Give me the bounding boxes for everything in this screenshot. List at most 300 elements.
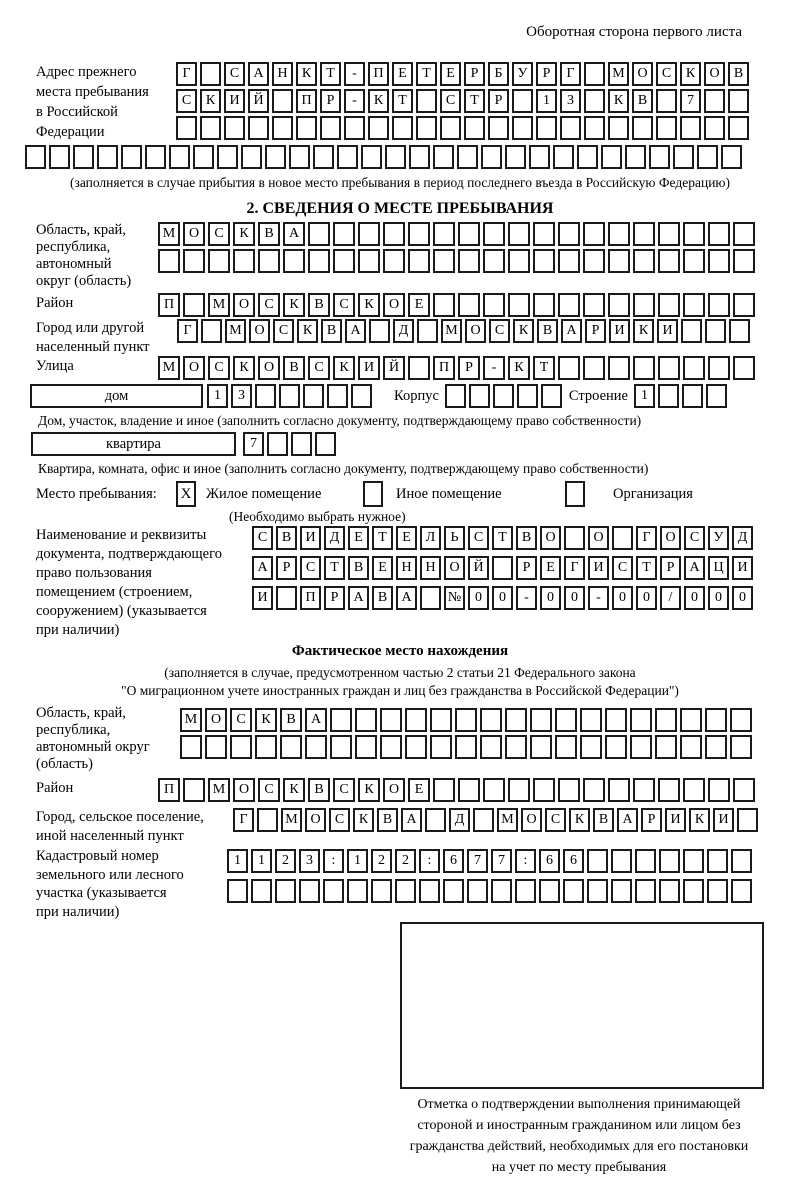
- char-cell[interactable]: [369, 319, 390, 343]
- char-cell[interactable]: К: [680, 62, 701, 86]
- char-cell[interactable]: [580, 708, 602, 732]
- char-cell[interactable]: Т: [372, 526, 393, 550]
- char-cell[interactable]: Г: [233, 808, 254, 832]
- char-cell[interactable]: [333, 222, 355, 246]
- char-cell[interactable]: [121, 145, 142, 169]
- char-cell[interactable]: 2: [371, 849, 392, 873]
- char-cell[interactable]: [541, 384, 562, 408]
- char-cell[interactable]: [587, 879, 608, 903]
- char-cell[interactable]: [611, 879, 632, 903]
- char-cell[interactable]: [230, 735, 252, 759]
- char-cell[interactable]: 0: [564, 586, 585, 610]
- char-cell[interactable]: [708, 249, 730, 273]
- char-cell[interactable]: Р: [660, 556, 681, 580]
- char-cell[interactable]: Е: [348, 526, 369, 550]
- char-cell[interactable]: [333, 249, 355, 273]
- char-cell[interactable]: [255, 735, 277, 759]
- char-cell[interactable]: А: [305, 708, 327, 732]
- char-cell[interactable]: С: [230, 708, 252, 732]
- char-cell[interactable]: [419, 879, 440, 903]
- char-cell[interactable]: [680, 735, 702, 759]
- char-cell[interactable]: 1: [536, 89, 557, 113]
- char-cell[interactable]: Р: [488, 89, 509, 113]
- char-cell[interactable]: М: [180, 708, 202, 732]
- char-cell[interactable]: [697, 145, 718, 169]
- char-cell[interactable]: С: [468, 526, 489, 550]
- char-cell[interactable]: Т: [464, 89, 485, 113]
- char-cell[interactable]: М: [208, 293, 230, 317]
- char-cell[interactable]: [683, 879, 704, 903]
- char-cell[interactable]: А: [617, 808, 638, 832]
- char-cell[interactable]: О: [660, 526, 681, 550]
- char-cell[interactable]: С: [684, 526, 705, 550]
- char-cell[interactable]: [731, 879, 752, 903]
- char-cell[interactable]: Р: [516, 556, 537, 580]
- char-cell[interactable]: :: [323, 849, 344, 873]
- char-cell[interactable]: [633, 222, 655, 246]
- char-cell[interactable]: С: [329, 808, 350, 832]
- char-cell[interactable]: [512, 116, 533, 140]
- char-cell[interactable]: А: [684, 556, 705, 580]
- char-cell[interactable]: -: [588, 586, 609, 610]
- char-cell[interactable]: В: [348, 556, 369, 580]
- char-cell[interactable]: [708, 778, 730, 802]
- char-cell[interactable]: 0: [636, 586, 657, 610]
- char-cell[interactable]: [405, 708, 427, 732]
- char-cell[interactable]: 1: [207, 384, 228, 408]
- char-cell[interactable]: С: [224, 62, 245, 86]
- char-cell[interactable]: [265, 145, 286, 169]
- char-cell[interactable]: В: [372, 586, 393, 610]
- char-cell[interactable]: М: [158, 222, 180, 246]
- char-cell[interactable]: Н: [420, 556, 441, 580]
- char-cell[interactable]: 1: [634, 384, 655, 408]
- char-cell[interactable]: [251, 879, 272, 903]
- char-cell[interactable]: [584, 89, 605, 113]
- char-cell[interactable]: Е: [408, 778, 430, 802]
- char-cell[interactable]: [455, 735, 477, 759]
- char-cell[interactable]: [655, 708, 677, 732]
- char-cell[interactable]: Д: [732, 526, 753, 550]
- char-cell[interactable]: [705, 708, 727, 732]
- char-cell[interactable]: [305, 735, 327, 759]
- char-cell[interactable]: К: [283, 778, 305, 802]
- char-cell[interactable]: 0: [708, 586, 729, 610]
- char-cell[interactable]: Й: [468, 556, 489, 580]
- char-cell[interactable]: [659, 879, 680, 903]
- char-cell[interactable]: [315, 432, 336, 456]
- char-cell[interactable]: [289, 145, 310, 169]
- char-cell[interactable]: С: [252, 526, 273, 550]
- char-cell[interactable]: [708, 356, 730, 380]
- char-cell[interactable]: [416, 89, 437, 113]
- char-cell[interactable]: [483, 249, 505, 273]
- char-cell[interactable]: [458, 222, 480, 246]
- char-cell[interactable]: [533, 249, 555, 273]
- char-cell[interactable]: [208, 249, 230, 273]
- char-cell[interactable]: Р: [458, 356, 480, 380]
- char-cell[interactable]: М: [281, 808, 302, 832]
- char-cell[interactable]: К: [233, 222, 255, 246]
- char-cell[interactable]: [737, 808, 758, 832]
- char-cell[interactable]: [380, 735, 402, 759]
- char-cell[interactable]: [241, 145, 262, 169]
- char-cell[interactable]: [291, 432, 312, 456]
- char-cell[interactable]: [275, 879, 296, 903]
- char-cell[interactable]: М: [158, 356, 180, 380]
- char-cell[interactable]: К: [333, 356, 355, 380]
- char-cell[interactable]: [430, 735, 452, 759]
- char-cell[interactable]: С: [300, 556, 321, 580]
- char-cell[interactable]: [344, 116, 365, 140]
- char-cell[interactable]: [347, 879, 368, 903]
- char-cell[interactable]: 0: [492, 586, 513, 610]
- char-cell[interactable]: [601, 145, 622, 169]
- char-cell[interactable]: [583, 249, 605, 273]
- char-cell[interactable]: 1: [347, 849, 368, 873]
- char-cell[interactable]: [383, 249, 405, 273]
- char-cell[interactable]: [635, 849, 656, 873]
- char-cell[interactable]: О: [233, 293, 255, 317]
- char-cell[interactable]: [433, 778, 455, 802]
- char-cell[interactable]: [680, 116, 701, 140]
- char-cell[interactable]: [658, 249, 680, 273]
- char-cell[interactable]: [313, 145, 334, 169]
- char-cell[interactable]: [558, 293, 580, 317]
- char-cell[interactable]: :: [515, 849, 536, 873]
- char-cell[interactable]: [433, 222, 455, 246]
- char-cell[interactable]: [433, 293, 455, 317]
- char-cell[interactable]: [587, 849, 608, 873]
- char-cell[interactable]: [383, 222, 405, 246]
- char-cell[interactable]: В: [308, 293, 330, 317]
- char-cell[interactable]: [392, 116, 413, 140]
- char-cell[interactable]: Н: [396, 556, 417, 580]
- char-cell[interactable]: [683, 249, 705, 273]
- char-cell[interactable]: В: [593, 808, 614, 832]
- char-cell[interactable]: [169, 145, 190, 169]
- char-cell[interactable]: -: [344, 89, 365, 113]
- char-cell[interactable]: Р: [536, 62, 557, 86]
- char-cell[interactable]: [505, 708, 527, 732]
- char-cell[interactable]: [730, 735, 752, 759]
- char-cell[interactable]: [358, 222, 380, 246]
- char-cell[interactable]: [440, 116, 461, 140]
- char-cell[interactable]: [633, 293, 655, 317]
- char-cell[interactable]: [704, 89, 725, 113]
- char-cell[interactable]: Р: [320, 89, 341, 113]
- char-cell[interactable]: [733, 356, 755, 380]
- char-cell[interactable]: [630, 735, 652, 759]
- char-cell[interactable]: Т: [636, 556, 657, 580]
- char-cell[interactable]: [633, 249, 655, 273]
- char-cell[interactable]: [193, 145, 214, 169]
- char-cell[interactable]: [299, 879, 320, 903]
- char-cell[interactable]: [493, 384, 514, 408]
- char-cell[interactable]: [584, 116, 605, 140]
- char-cell[interactable]: В: [516, 526, 537, 550]
- char-cell[interactable]: К: [569, 808, 590, 832]
- char-cell[interactable]: [733, 778, 755, 802]
- char-cell[interactable]: Г: [560, 62, 581, 86]
- char-cell[interactable]: [408, 356, 430, 380]
- char-cell[interactable]: [633, 356, 655, 380]
- char-cell[interactable]: О: [183, 356, 205, 380]
- char-cell[interactable]: М: [208, 778, 230, 802]
- char-cell[interactable]: [728, 89, 749, 113]
- char-cell[interactable]: [296, 116, 317, 140]
- char-cell[interactable]: [611, 849, 632, 873]
- char-cell[interactable]: 7: [680, 89, 701, 113]
- char-cell[interactable]: [577, 145, 598, 169]
- char-cell[interactable]: [257, 808, 278, 832]
- char-cell[interactable]: О: [632, 62, 653, 86]
- char-cell[interactable]: [480, 708, 502, 732]
- char-cell[interactable]: [563, 879, 584, 903]
- char-cell[interactable]: Д: [449, 808, 470, 832]
- char-cell[interactable]: [49, 145, 70, 169]
- char-cell[interactable]: [408, 222, 430, 246]
- char-cell[interactable]: [632, 116, 653, 140]
- char-cell[interactable]: [515, 879, 536, 903]
- char-cell[interactable]: [420, 586, 441, 610]
- char-cell[interactable]: [558, 356, 580, 380]
- char-cell[interactable]: [183, 293, 205, 317]
- char-cell[interactable]: В: [308, 778, 330, 802]
- char-cell[interactable]: [433, 145, 454, 169]
- char-cell[interactable]: [355, 735, 377, 759]
- char-cell[interactable]: А: [345, 319, 366, 343]
- char-cell[interactable]: [508, 249, 530, 273]
- char-cell[interactable]: [491, 879, 512, 903]
- char-cell[interactable]: [558, 222, 580, 246]
- char-cell[interactable]: К: [513, 319, 534, 343]
- char-cell[interactable]: [731, 849, 752, 873]
- char-cell[interactable]: [683, 849, 704, 873]
- char-cell[interactable]: А: [248, 62, 269, 86]
- char-cell[interactable]: А: [283, 222, 305, 246]
- char-cell[interactable]: [564, 526, 585, 550]
- char-cell[interactable]: /: [660, 586, 681, 610]
- char-cell[interactable]: В: [537, 319, 558, 343]
- char-cell[interactable]: [683, 222, 705, 246]
- char-cell[interactable]: К: [358, 293, 380, 317]
- char-cell[interactable]: [612, 526, 633, 550]
- char-cell[interactable]: [635, 879, 656, 903]
- char-cell[interactable]: [368, 116, 389, 140]
- char-cell[interactable]: Е: [392, 62, 413, 86]
- char-cell[interactable]: [280, 735, 302, 759]
- char-cell[interactable]: А: [561, 319, 582, 343]
- char-cell[interactable]: [530, 708, 552, 732]
- char-cell[interactable]: [458, 249, 480, 273]
- char-cell[interactable]: [583, 356, 605, 380]
- char-cell[interactable]: 2: [275, 849, 296, 873]
- char-cell[interactable]: [608, 356, 630, 380]
- char-cell[interactable]: О: [305, 808, 326, 832]
- char-cell[interactable]: [473, 808, 494, 832]
- char-cell[interactable]: [458, 293, 480, 317]
- char-cell[interactable]: [443, 879, 464, 903]
- char-cell[interactable]: [433, 249, 455, 273]
- char-cell[interactable]: Г: [177, 319, 198, 343]
- char-cell[interactable]: Р: [324, 586, 345, 610]
- char-cell[interactable]: [683, 293, 705, 317]
- char-cell[interactable]: М: [608, 62, 629, 86]
- char-cell[interactable]: 2: [395, 849, 416, 873]
- char-cell[interactable]: [658, 356, 680, 380]
- char-cell[interactable]: [558, 249, 580, 273]
- char-cell[interactable]: 7: [491, 849, 512, 873]
- char-cell[interactable]: О: [588, 526, 609, 550]
- checkbox-zhiloe[interactable]: X: [176, 481, 196, 507]
- char-cell[interactable]: О: [383, 293, 405, 317]
- char-cell[interactable]: О: [540, 526, 561, 550]
- char-cell[interactable]: [227, 879, 248, 903]
- char-cell[interactable]: [560, 116, 581, 140]
- char-cell[interactable]: С: [656, 62, 677, 86]
- char-cell[interactable]: [658, 384, 679, 408]
- char-cell[interactable]: М: [497, 808, 518, 832]
- char-cell[interactable]: [355, 708, 377, 732]
- char-cell[interactable]: 7: [243, 432, 264, 456]
- char-cell[interactable]: [583, 778, 605, 802]
- char-cell[interactable]: 3: [299, 849, 320, 873]
- char-cell[interactable]: К: [297, 319, 318, 343]
- char-cell[interactable]: [728, 116, 749, 140]
- char-cell[interactable]: М: [441, 319, 462, 343]
- char-cell[interactable]: [279, 384, 300, 408]
- char-cell[interactable]: [555, 708, 577, 732]
- char-cell[interactable]: [330, 708, 352, 732]
- char-cell[interactable]: Е: [440, 62, 461, 86]
- char-cell[interactable]: Т: [492, 526, 513, 550]
- char-cell[interactable]: [395, 879, 416, 903]
- char-cell[interactable]: К: [255, 708, 277, 732]
- char-cell[interactable]: Б: [488, 62, 509, 86]
- char-cell[interactable]: [492, 556, 513, 580]
- char-cell[interactable]: [605, 708, 627, 732]
- char-cell[interactable]: [555, 735, 577, 759]
- char-cell[interactable]: К: [368, 89, 389, 113]
- char-cell[interactable]: И: [224, 89, 245, 113]
- char-cell[interactable]: К: [508, 356, 530, 380]
- char-cell[interactable]: Л: [420, 526, 441, 550]
- char-cell[interactable]: [425, 808, 446, 832]
- char-cell[interactable]: [681, 319, 702, 343]
- char-cell[interactable]: [73, 145, 94, 169]
- char-cell[interactable]: [659, 849, 680, 873]
- char-cell[interactable]: Г: [564, 556, 585, 580]
- char-cell[interactable]: 0: [684, 586, 705, 610]
- char-cell[interactable]: [708, 222, 730, 246]
- char-cell[interactable]: К: [358, 778, 380, 802]
- char-cell[interactable]: А: [252, 556, 273, 580]
- char-cell[interactable]: [200, 62, 221, 86]
- char-cell[interactable]: 0: [540, 586, 561, 610]
- char-cell[interactable]: 1: [227, 849, 248, 873]
- char-cell[interactable]: Т: [533, 356, 555, 380]
- char-cell[interactable]: [729, 319, 750, 343]
- char-cell[interactable]: [267, 432, 288, 456]
- char-cell[interactable]: -: [483, 356, 505, 380]
- char-cell[interactable]: [351, 384, 372, 408]
- char-cell[interactable]: О: [258, 356, 280, 380]
- char-cell[interactable]: [705, 735, 727, 759]
- char-cell[interactable]: [380, 708, 402, 732]
- char-cell[interactable]: К: [200, 89, 221, 113]
- char-cell[interactable]: [529, 145, 550, 169]
- char-cell[interactable]: С: [273, 319, 294, 343]
- char-cell[interactable]: [608, 293, 630, 317]
- char-cell[interactable]: О: [249, 319, 270, 343]
- char-cell[interactable]: [508, 222, 530, 246]
- char-cell[interactable]: П: [433, 356, 455, 380]
- char-cell[interactable]: [539, 879, 560, 903]
- char-cell[interactable]: [276, 586, 297, 610]
- char-cell[interactable]: Г: [636, 526, 657, 550]
- char-cell[interactable]: [707, 849, 728, 873]
- char-cell[interactable]: [625, 145, 646, 169]
- char-cell[interactable]: В: [377, 808, 398, 832]
- char-cell[interactable]: 0: [612, 586, 633, 610]
- char-cell[interactable]: В: [321, 319, 342, 343]
- char-cell[interactable]: С: [489, 319, 510, 343]
- char-cell[interactable]: П: [158, 293, 180, 317]
- char-cell[interactable]: [183, 249, 205, 273]
- char-cell[interactable]: [705, 319, 726, 343]
- char-cell[interactable]: [733, 293, 755, 317]
- char-cell[interactable]: [483, 293, 505, 317]
- checkbox-inoe[interactable]: [363, 481, 383, 507]
- char-cell[interactable]: [158, 249, 180, 273]
- char-cell[interactable]: Р: [585, 319, 606, 343]
- char-cell[interactable]: [283, 249, 305, 273]
- char-cell[interactable]: С: [258, 293, 280, 317]
- char-cell[interactable]: А: [396, 586, 417, 610]
- char-cell[interactable]: Ц: [708, 556, 729, 580]
- char-cell[interactable]: В: [258, 222, 280, 246]
- char-cell[interactable]: [683, 356, 705, 380]
- char-cell[interactable]: [361, 145, 382, 169]
- char-cell[interactable]: А: [348, 586, 369, 610]
- char-cell[interactable]: Е: [540, 556, 561, 580]
- char-cell[interactable]: В: [280, 708, 302, 732]
- char-cell[interactable]: И: [300, 526, 321, 550]
- char-cell[interactable]: С: [208, 356, 230, 380]
- char-cell[interactable]: [483, 778, 505, 802]
- char-cell[interactable]: Й: [383, 356, 405, 380]
- char-cell[interactable]: И: [713, 808, 734, 832]
- char-cell[interactable]: [533, 222, 555, 246]
- char-cell[interactable]: [708, 293, 730, 317]
- char-cell[interactable]: [608, 222, 630, 246]
- char-cell[interactable]: [580, 735, 602, 759]
- char-cell[interactable]: И: [609, 319, 630, 343]
- char-cell[interactable]: 0: [732, 586, 753, 610]
- char-cell[interactable]: [201, 319, 222, 343]
- char-cell[interactable]: [408, 249, 430, 273]
- char-cell[interactable]: 3: [231, 384, 252, 408]
- char-cell[interactable]: [730, 708, 752, 732]
- char-cell[interactable]: [633, 778, 655, 802]
- char-cell[interactable]: [481, 145, 502, 169]
- char-cell[interactable]: О: [183, 222, 205, 246]
- char-cell[interactable]: [405, 735, 427, 759]
- char-cell[interactable]: Д: [324, 526, 345, 550]
- char-cell[interactable]: [469, 384, 490, 408]
- char-cell[interactable]: Й: [248, 89, 269, 113]
